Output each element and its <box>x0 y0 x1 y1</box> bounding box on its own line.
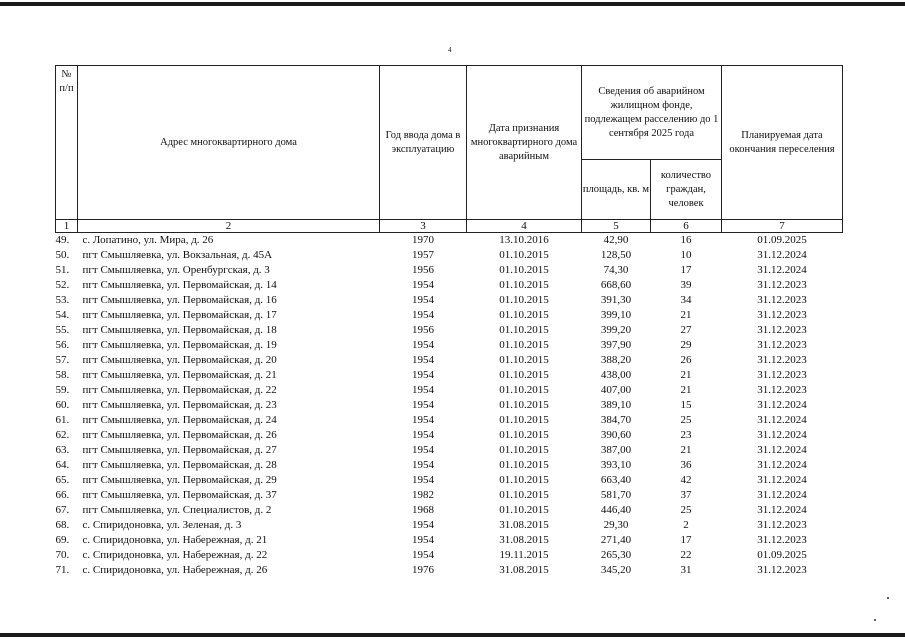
row-people: 36 <box>680 459 692 471</box>
row-recognition-date: 01.10.2015 <box>499 294 549 306</box>
row-area: 668,60 <box>600 279 632 291</box>
header-people: количество граждан, человек <box>651 160 722 220</box>
row-recognition-date: 19.11.2015 <box>499 549 549 561</box>
row-people: 15 <box>680 399 692 411</box>
row-year: 1954 <box>412 384 434 396</box>
table-row <box>56 308 843 323</box>
row-area: 388,20 <box>600 354 632 366</box>
row-planned-date: 31.12.2023 <box>757 324 807 336</box>
table-row <box>56 278 843 293</box>
top-border-line <box>0 2 905 6</box>
table-row <box>56 338 843 353</box>
page-number: 4 <box>448 46 452 54</box>
col-index-1: 1 <box>56 220 78 233</box>
row-planned-date: 31.12.2024 <box>757 474 807 486</box>
row-people: 16 <box>680 234 692 246</box>
row-planned-date: 31.12.2024 <box>757 459 807 471</box>
row-area: 74,30 <box>603 264 629 276</box>
row-planned-date: 31.12.2023 <box>757 279 807 291</box>
row-address: пгт Смышляевка, ул. Специалистов, д. 2 <box>82 504 272 516</box>
row-area: 581,70 <box>600 489 632 501</box>
row-year: 1976 <box>412 564 434 576</box>
row-recognition-date: 01.10.2015 <box>499 249 549 261</box>
row-recognition-date: 01.10.2015 <box>499 474 549 486</box>
row-people: 21 <box>680 309 692 321</box>
row-planned-date: 31.12.2023 <box>757 294 807 306</box>
table-row <box>56 368 843 383</box>
row-year: 1954 <box>412 549 434 561</box>
row-year: 1954 <box>412 279 434 291</box>
row-recognition-date: 01.10.2015 <box>499 504 549 516</box>
header-year: Год ввода дома в эксплуатацию <box>380 66 467 220</box>
row-number: 64. <box>55 459 70 471</box>
row-people: 23 <box>680 429 692 441</box>
row-address: пгт Смышляевка, ул. Первомайская, д. 19 <box>82 339 277 351</box>
row-planned-date: 31.12.2023 <box>757 519 807 531</box>
table-row <box>56 383 843 398</box>
row-address: пгт Смышляевка, ул. Первомайская, д. 24 <box>82 414 277 426</box>
table-row <box>56 353 843 368</box>
row-address: пгт Смышляевка, ул. Первомайская, д. 27 <box>82 444 277 456</box>
col-index-5: 5 <box>582 220 651 233</box>
header-planned-date: Планируемая дата окончания переселения <box>722 66 843 220</box>
row-address: пгт Смышляевка, ул. Первомайская, д. 16 <box>82 294 277 306</box>
row-number: 51. <box>55 264 70 276</box>
table-row <box>56 533 843 548</box>
row-area: 391,30 <box>600 294 632 306</box>
row-year: 1954 <box>412 354 434 366</box>
row-year: 1954 <box>412 474 434 486</box>
table-row <box>56 248 843 263</box>
row-recognition-date: 01.10.2015 <box>499 324 549 336</box>
row-number: 69. <box>55 534 70 546</box>
row-number: 57. <box>55 354 70 366</box>
table-row <box>56 473 843 488</box>
row-recognition-date: 01.10.2015 <box>499 354 549 366</box>
scan-speck <box>887 597 889 599</box>
row-year: 1970 <box>412 234 434 246</box>
row-recognition-date: 01.10.2015 <box>499 264 549 276</box>
row-area: 399,20 <box>600 324 632 336</box>
header-address: Адрес многоквартирного дома <box>78 66 380 220</box>
row-recognition-date: 13.10.2016 <box>499 234 549 246</box>
col-index-4: 4 <box>467 220 582 233</box>
row-people: 21 <box>680 384 692 396</box>
row-planned-date: 31.12.2023 <box>757 309 807 321</box>
row-people: 25 <box>680 504 692 516</box>
row-address: пгт Смышляевка, ул. Первомайская, д. 21 <box>82 369 277 381</box>
row-planned-date: 31.12.2024 <box>757 399 807 411</box>
row-people: 29 <box>680 339 692 351</box>
row-number: 50. <box>55 249 70 261</box>
row-address: пгт Смышляевка, ул. Первомайская, д. 23 <box>82 399 277 411</box>
table-row <box>56 263 843 278</box>
row-planned-date: 31.12.2024 <box>757 429 807 441</box>
row-planned-date: 31.12.2023 <box>757 354 807 366</box>
row-recognition-date: 01.10.2015 <box>499 489 549 501</box>
row-year: 1954 <box>412 534 434 546</box>
row-people: 26 <box>680 354 692 366</box>
table-row <box>56 563 843 578</box>
row-number: 61. <box>55 414 70 426</box>
row-address: с. Спиридоновка, ул. Зеленая, д. 3 <box>82 519 242 531</box>
table-row <box>56 518 843 533</box>
row-address: пгт Смышляевка, ул. Первомайская, д. 18 <box>82 324 277 336</box>
row-number: 70. <box>55 549 70 561</box>
row-address: пгт Смышляевка, ул. Первомайская, д. 14 <box>82 279 277 291</box>
row-planned-date: 31.12.2024 <box>757 264 807 276</box>
table-row <box>56 428 843 443</box>
row-people: 31 <box>680 564 692 576</box>
row-year: 1954 <box>412 444 434 456</box>
row-address: пгт Смышляевка, ул. Первомайская, д. 29 <box>82 474 277 486</box>
header-recognition-date: Дата признания многоквартирного дома аварийным <box>467 66 582 220</box>
row-number: 59. <box>55 384 70 396</box>
row-people: 2 <box>683 519 689 531</box>
row-number: 67. <box>55 504 70 516</box>
row-number: 71. <box>55 564 70 576</box>
row-address: пгт Смышляевка, ул. Первомайская, д. 17 <box>82 309 277 321</box>
row-address: пгт Смышляевка, ул. Вокзальная, д. 45А <box>82 249 273 261</box>
row-planned-date: 31.12.2023 <box>757 384 807 396</box>
row-recognition-date: 31.08.2015 <box>499 519 549 531</box>
table-row <box>56 503 843 518</box>
row-number: 53. <box>55 294 70 306</box>
row-area: 128,50 <box>600 249 632 261</box>
row-recognition-date: 01.10.2015 <box>499 384 549 396</box>
row-planned-date: 31.12.2024 <box>757 414 807 426</box>
table-row <box>56 413 843 428</box>
row-planned-date: 31.12.2024 <box>757 504 807 516</box>
row-recognition-date: 01.10.2015 <box>499 444 549 456</box>
row-address: с. Спиридоновка, ул. Набережная, д. 22 <box>82 549 268 561</box>
row-area: 345,20 <box>600 564 632 576</box>
row-area: 397,90 <box>600 339 632 351</box>
table-body <box>56 233 843 579</box>
row-planned-date: 31.12.2023 <box>757 339 807 351</box>
row-year: 1954 <box>412 414 434 426</box>
table-row <box>56 293 843 308</box>
table-row <box>56 233 843 249</box>
table-row <box>56 488 843 503</box>
row-number: 68. <box>55 519 70 531</box>
row-area: 399,10 <box>600 309 632 321</box>
row-address: пгт Смышляевка, ул. Первомайская, д. 37 <box>82 489 277 501</box>
row-number: 55. <box>55 324 70 336</box>
row-number: 49. <box>55 234 70 246</box>
row-number: 62. <box>55 429 70 441</box>
table-row <box>56 398 843 413</box>
row-number: 52. <box>55 279 70 291</box>
row-people: 22 <box>680 549 692 561</box>
row-year: 1982 <box>412 489 434 501</box>
col-index-3: 3 <box>380 220 467 233</box>
scan-speck <box>874 619 876 621</box>
row-area: 438,00 <box>600 369 632 381</box>
row-year: 1957 <box>412 249 434 261</box>
row-address: пгт Смышляевка, ул. Первомайская, д. 28 <box>82 459 277 471</box>
header-num: № п/п <box>56 66 78 220</box>
row-address: пгт Смышляевка, ул. Первомайская, д. 26 <box>82 429 277 441</box>
row-people: 37 <box>680 489 692 501</box>
row-people: 42 <box>680 474 692 486</box>
row-planned-date: 01.09.2025 <box>757 549 807 561</box>
row-people: 17 <box>680 264 692 276</box>
row-area: 407,00 <box>600 384 632 396</box>
bottom-border-line <box>0 633 905 637</box>
row-number: 56. <box>55 339 70 351</box>
row-people: 34 <box>680 294 692 306</box>
row-planned-date: 31.12.2023 <box>757 369 807 381</box>
row-recognition-date: 31.08.2015 <box>499 564 549 576</box>
row-year: 1954 <box>412 309 434 321</box>
row-people: 39 <box>680 279 692 291</box>
row-area: 42,90 <box>603 234 629 246</box>
row-address: с. Спиридоновка, ул. Набережная, д. 21 <box>82 534 268 546</box>
row-year: 1954 <box>412 399 434 411</box>
row-year: 1954 <box>412 519 434 531</box>
row-planned-date: 31.12.2023 <box>757 534 807 546</box>
row-people: 17 <box>680 534 692 546</box>
row-recognition-date: 01.10.2015 <box>499 429 549 441</box>
table-row <box>56 443 843 458</box>
row-year: 1954 <box>412 459 434 471</box>
header-area: площадь, кв. м <box>582 160 651 220</box>
row-recognition-date: 01.10.2015 <box>499 459 549 471</box>
row-year: 1956 <box>412 324 434 336</box>
row-year: 1954 <box>412 369 434 381</box>
row-planned-date: 31.12.2024 <box>757 444 807 456</box>
col-index-2: 2 <box>78 220 380 233</box>
col-index-6: 6 <box>651 220 722 233</box>
row-year: 1954 <box>412 339 434 351</box>
row-area: 393,10 <box>600 459 632 471</box>
col-index-7: 7 <box>722 220 843 233</box>
row-planned-date: 31.12.2023 <box>757 564 807 576</box>
row-number: 58. <box>55 369 70 381</box>
row-recognition-date: 01.10.2015 <box>499 414 549 426</box>
row-planned-date: 31.12.2024 <box>757 249 807 261</box>
row-recognition-date: 01.10.2015 <box>499 369 549 381</box>
row-people: 27 <box>680 324 692 336</box>
row-address: пгт Смышляевка, ул. Оренбургская, д. 3 <box>82 264 270 276</box>
row-area: 271,40 <box>600 534 632 546</box>
table-row <box>56 323 843 338</box>
row-number: 65. <box>55 474 70 486</box>
row-area: 389,10 <box>600 399 632 411</box>
row-area: 29,30 <box>603 519 629 531</box>
row-recognition-date: 01.10.2015 <box>499 339 549 351</box>
row-address: пгт Смышляевка, ул. Первомайская, д. 20 <box>82 354 277 366</box>
row-recognition-date: 31.08.2015 <box>499 534 549 546</box>
row-address: с. Спиридоновка, ул. Набережная, д. 26 <box>82 564 268 576</box>
row-area: 663,40 <box>600 474 632 486</box>
row-area: 446,40 <box>600 504 632 516</box>
row-area: 387,00 <box>600 444 632 456</box>
row-people: 21 <box>680 369 692 381</box>
row-people: 10 <box>680 249 692 261</box>
row-recognition-date: 01.10.2015 <box>499 279 549 291</box>
row-people: 21 <box>680 444 692 456</box>
row-number: 63. <box>55 444 70 456</box>
row-year: 1954 <box>412 294 434 306</box>
row-recognition-date: 01.10.2015 <box>499 399 549 411</box>
row-address: пгт Смышляевка, ул. Первомайская, д. 22 <box>82 384 277 396</box>
table-row <box>56 458 843 473</box>
row-area: 384,70 <box>600 414 632 426</box>
header-housing-fund-group: Сведения об аварийном жилищном фонде, подлежащем расселению до 1 сентября 2025 года <box>582 66 722 160</box>
row-year: 1954 <box>412 429 434 441</box>
row-people: 25 <box>680 414 692 426</box>
row-year: 1956 <box>412 264 434 276</box>
row-area: 265,30 <box>600 549 632 561</box>
row-year: 1968 <box>412 504 434 516</box>
row-area: 390,60 <box>600 429 632 441</box>
row-planned-date: 31.12.2024 <box>757 489 807 501</box>
resettlement-table <box>55 65 843 578</box>
row-planned-date: 01.09.2025 <box>757 234 807 246</box>
row-number: 66. <box>55 489 70 501</box>
row-address: с. Лопатино, ул. Мира, д. 26 <box>82 234 214 246</box>
table-row <box>56 548 843 563</box>
row-number: 60. <box>55 399 70 411</box>
row-number: 54. <box>55 309 70 321</box>
row-recognition-date: 01.10.2015 <box>499 309 549 321</box>
